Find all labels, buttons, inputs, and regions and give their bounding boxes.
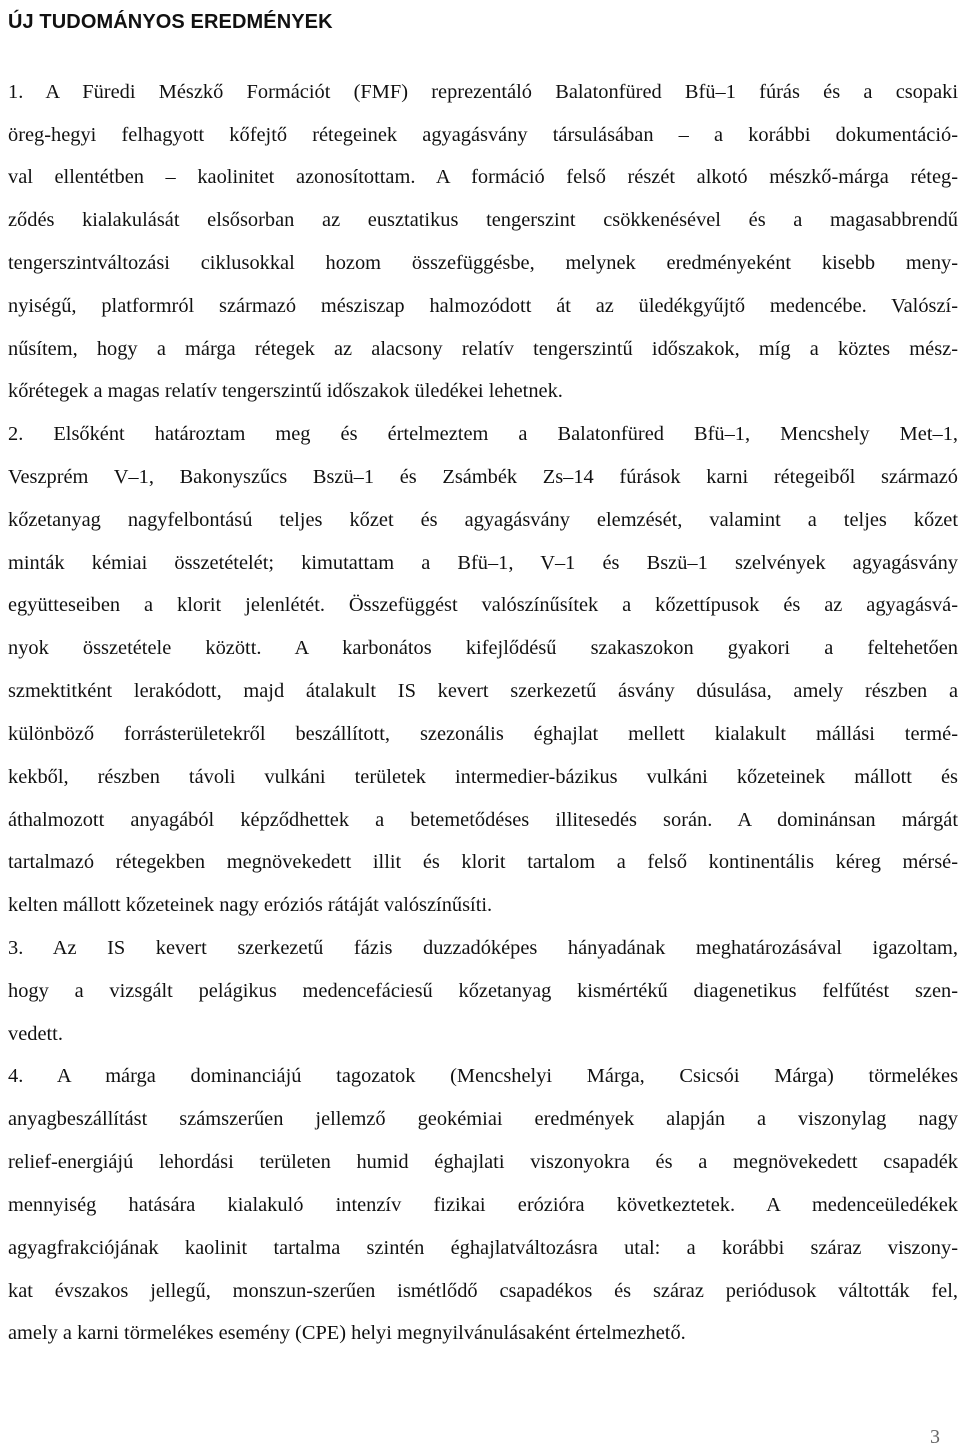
text-line-5: tengerszintváltozási ciklusokkal hozom összefüggésbe, melynek eredményeként kisebb meny- bbox=[8, 252, 958, 274]
text-line-27: mennyiség hatására kialakuló intenzív fizikai erózióra következtetek. A medenceüledékek bbox=[8, 1194, 958, 1216]
text-line-30: amely a karni törmelékes esemény (CPE) helyi megnyilvánulásaként értelmezhető. bbox=[8, 1322, 686, 1344]
text-line-9: 2. Elsőként határoztam meg és értelmeztem a Balatonfüred Bfü–1, Mencshely Met–1, bbox=[8, 423, 958, 445]
text-line-19: tartalmazó rétegekben megnövekedett illit és klorit tartalom a felső kontinentális kéreg mérsé- bbox=[8, 851, 958, 873]
text-line-12: minták kémiai összetételét; kimutattam a Bfü–1, V–1 és Bszü–1 szelvények agyagásvány bbox=[8, 552, 958, 574]
text-line-24: 4. A márga dominanciájú tagozatok (Mencshelyi Márga, Csicsói Márga) törmelékes bbox=[8, 1065, 958, 1087]
text-line-18: áthalmozott anyagából képződhettek a betemetődéses illitesedés során. A dominánsan márgát bbox=[8, 809, 958, 831]
text-line-25: anyagbeszállítást számszerűen jellemző geokémiai eredmények alapján a viszonylag nagy bbox=[8, 1108, 958, 1130]
page-number: 3 bbox=[930, 1426, 940, 1448]
text-line-21: 3. Az IS kevert szerkezetű fázis duzzadóképes hányadának meghatározásával igazoltam, bbox=[8, 937, 958, 959]
text-line-14: nyok összetétele között. A karbonátos kifejlődésű szakaszokon gyakori a feltehetően bbox=[8, 637, 958, 659]
text-line-17: kekből, részben távoli vulkáni területek intermedier-bázikus vulkáni kőzeteinek mállott és bbox=[8, 766, 958, 788]
text-line-22: hogy a vizsgált pelágikus medencefáciesű kőzetanyag kismértékű diagenetikus felfűtést szen- bbox=[8, 980, 958, 1002]
text-line-2: öreg-hegyi felhagyott kőfejtő rétegeinek agyagásvány társulásában – a korábbi dokumentáció- bbox=[8, 124, 958, 146]
text-line-26: relief-energiájú lehordási területen humid éghajlati viszonyokra és a megnövekedett csapadék bbox=[8, 1151, 958, 1173]
text-line-23: vedett. bbox=[8, 1023, 63, 1045]
text-line-6: nyiségű, platformról származó mésziszap halmozódott át az üledékgyűjtő medencébe. Valószí- bbox=[8, 295, 958, 317]
text-line-28: agyagfrakciójának kaolinit tartalma szintén éghajlatváltozásra utal: a korábbi száraz viszony- bbox=[8, 1237, 958, 1259]
text-line-7: nűsítem, hogy a márga rétegek az alacsony relatív tengerszintű időszakok, míg a köztes mész- bbox=[8, 338, 958, 360]
text-line-29: kat évszakos jellegű, monszun-szerűen ismétlődő csapadékos és száraz periódusok váltották fel, bbox=[8, 1280, 958, 1302]
text-line-3: val ellentétben – kaolinitet azonosítottam. A formáció felső részét alkotó mészkő-márga réteg- bbox=[8, 166, 958, 188]
text-line-11: kőzetanyag nagyfelbontású teljes kőzet és agyagásvány elemzését, valamint a teljes kőzet bbox=[8, 509, 958, 531]
text-line-1: 1. A Füredi Mészkő Formációt (FMF) reprezentáló Balatonfüred Bfü–1 fúrás és a csopaki bbox=[8, 81, 958, 103]
text-line-13: együtteseiben a klorit jelenlétét. Összefüggést valószínűsítek a kőzettípusok és az agyagásvá- bbox=[8, 594, 958, 616]
text-line-8: kőrétegek a magas relatív tengerszintű időszakok üledékei lehetnek. bbox=[8, 380, 563, 402]
section-heading: ÚJ TUDOMÁNYOS EREDMÉNYEK bbox=[8, 11, 333, 33]
text-line-4: ződés kialakulását elsősorban az eusztatikus tengerszint csökkenésével és a magasabbrendű bbox=[8, 209, 958, 231]
text-line-10: Veszprém V–1, Bakonyszűcs Bszü–1 és Zsámbék Zs–14 fúrások karni rétegeiből származó bbox=[8, 466, 958, 488]
text-line-16: különböző forrásterületekről beszállított, szezonális éghajlat mellett kialakult mállási termé- bbox=[8, 723, 958, 745]
text-line-15: szmektitként lerakódott, majd átalakult IS kevert szerkezetű ásvány dúsulása, amely részben a bbox=[8, 680, 958, 702]
text-line-20: kelten mállott kőzeteinek nagy eróziós rátáját valószínűsíti. bbox=[8, 894, 493, 916]
